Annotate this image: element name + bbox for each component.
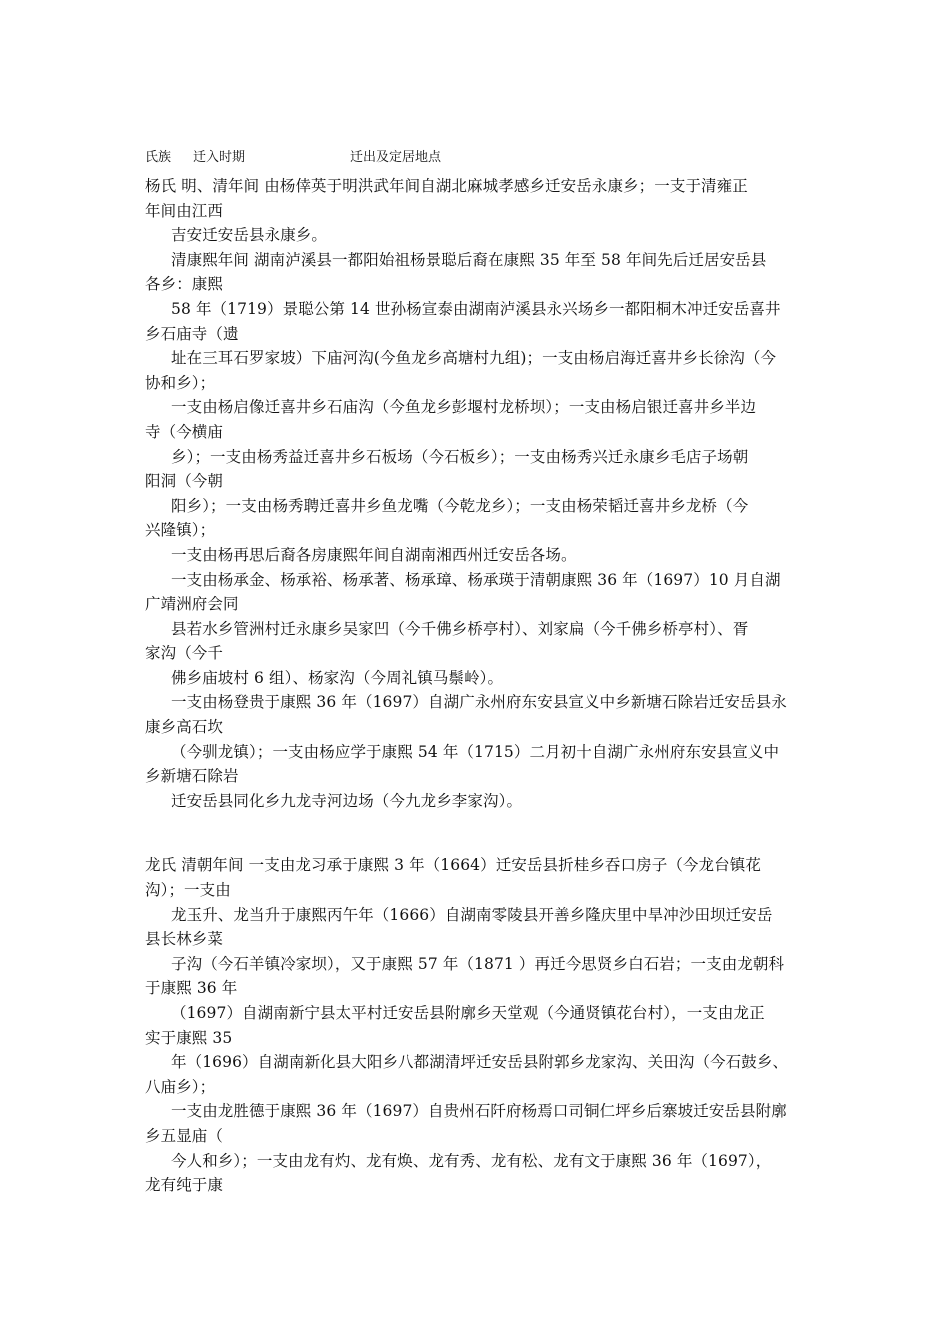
text-line: 各乡：康熙 bbox=[145, 275, 224, 294]
text-line: 年间由江西 bbox=[145, 201, 224, 220]
text-line: 阳乡）；一支由杨秀聘迁喜井乡鱼龙嘴（今乾龙乡）；一支由杨荣韬迁喜井乡龙桥（今 bbox=[171, 496, 749, 515]
text-line: 协和乡）； bbox=[145, 373, 216, 392]
text-line: 寺（今横庙 bbox=[145, 422, 224, 441]
text-line: 清康熙年间 湖南泸溪县一都阳始祖杨景聪后裔在康熙 35 年至 58 年间先后迁居安岳县 bbox=[171, 250, 767, 269]
text-line: 实于康熙 35 bbox=[145, 1028, 233, 1047]
text-line: 一支由杨再思后裔各房康熙年间自湖南湘西州迁安岳各场。 bbox=[171, 545, 577, 564]
header-clan: 氏族 bbox=[145, 150, 172, 165]
text-line: 吉安迁安岳县永康乡。 bbox=[171, 226, 328, 245]
text-line: （今驯龙镇）；一支由杨应学于康熙 54 年（1715）二月初十自湖广永州府东安县宣义中 bbox=[171, 742, 780, 761]
text-line: 阳洞（今朝 bbox=[145, 472, 224, 491]
text-line: 一支由龙胜德于康熙 36 年（1697）自贵州石阡府杨焉口司铜仁坪乡后寨坡迁安岳县附廓 bbox=[171, 1102, 787, 1121]
text-line: 沟）；一支由 bbox=[145, 881, 231, 900]
section-yang bbox=[145, 174, 810, 813]
text-line: 龙氏 清朝年间 一支由龙习承于康熙 3 年（1664）迁安岳县折桂乡吞口房子（今龙台镇花 bbox=[145, 856, 761, 875]
text-line: 一支由杨承金、杨承裕、杨承著、杨承璋、杨承瑛于清朝康熙 36 年（1697）10 月自湖 bbox=[171, 570, 781, 589]
text-line: 佛乡庙坡村 6 组）、杨家沟（今周礼镇马鬃岭）。 bbox=[171, 668, 504, 687]
header-place: 迁出及定居地点 bbox=[350, 150, 442, 165]
text-line: 58 年（1719）景聪公第 14 世孙杨宣泰由湖南泸溪县永兴场乡一都阳桐木冲迁安岳喜井 bbox=[171, 299, 781, 318]
text-line: 乡石庙寺（遗 bbox=[145, 324, 239, 343]
text-line: 家沟（今千 bbox=[145, 644, 224, 663]
text-line: 迁安岳县同化乡九龙寺河边场（今九龙乡李家沟）。 bbox=[171, 791, 523, 810]
text-line: 一支由杨启像迁喜井乡石庙沟（今鱼龙乡彭堰村龙桥坝）；一支由杨启银迁喜井乡半边 bbox=[171, 398, 757, 417]
text-line: 龙有纯于康 bbox=[145, 1176, 224, 1195]
text-line: 于康熙 36 年 bbox=[145, 979, 238, 998]
text-line: 八庙乡）； bbox=[145, 1077, 216, 1096]
section-long bbox=[145, 853, 810, 1197]
text-line: 康乡高石坎 bbox=[145, 718, 224, 737]
text-line: 杨氏 明、清年间 由杨倖英于明洪武年间自湖北麻城孝感乡迁安岳永康乡；一支于清雍正 bbox=[145, 177, 748, 195]
text-line: 县长林乡菜 bbox=[145, 930, 224, 949]
text-line: 广靖洲府会同 bbox=[145, 595, 239, 614]
document-body bbox=[145, 174, 810, 1198]
text-line: 乡）；一支由杨秀益迁喜井乡石板场（今石板乡）；一支由杨秀兴迁永康乡毛店子场朝 bbox=[171, 447, 749, 466]
text-line: 兴隆镇）； bbox=[145, 521, 216, 540]
text-line: 址在三耳石罗家坡）下庙河沟(今鱼龙乡高塘村九组)；一支由杨启海迁喜井乡长徐沟（今 bbox=[171, 349, 777, 368]
text-line: 龙玉升、龙当升于康熙丙午年（1666）自湖南零陵县开善乡隆庆里中旱冲沙田坝迁安岳 bbox=[171, 905, 773, 924]
header-period: 迁入时期 bbox=[193, 150, 246, 165]
text-line: 乡新塘石除岩 bbox=[145, 767, 239, 786]
text-line: 今人和乡）；一支由龙有灼、龙有焕、龙有秀、龙有松、龙有文于康熙 36 年（1697）， bbox=[171, 1151, 772, 1170]
text-line: 乡五显庙（ bbox=[145, 1126, 224, 1145]
text-line: （1697）自湖南新宁县太平村迁安岳县附廓乡天堂观（今通贤镇花台村），一支由龙正 bbox=[171, 1004, 765, 1022]
text-line: 子沟（今石羊镇冷家坝），又于康熙 57 年（1871 ）再迁今思贤乡白石岩；一支由龙朝科 bbox=[171, 954, 785, 973]
text-line: 年（1696）自湖南新化县大阳乡八都湖清坪迁安岳县附郭乡龙家沟、关田沟（今石鼓乡、 bbox=[171, 1053, 789, 1072]
section-gap bbox=[145, 813, 810, 853]
text-line: 一支由杨登贵于康熙 36 年（1697）自湖广永州府东安县宣义中乡新塘石除岩迁安岳县永 bbox=[171, 693, 787, 712]
text-line: 县若水乡管洲村迁永康乡吴家凹（今千佛乡桥亭村）、刘家扁（今千佛乡桥亭村）、胥 bbox=[171, 619, 749, 638]
